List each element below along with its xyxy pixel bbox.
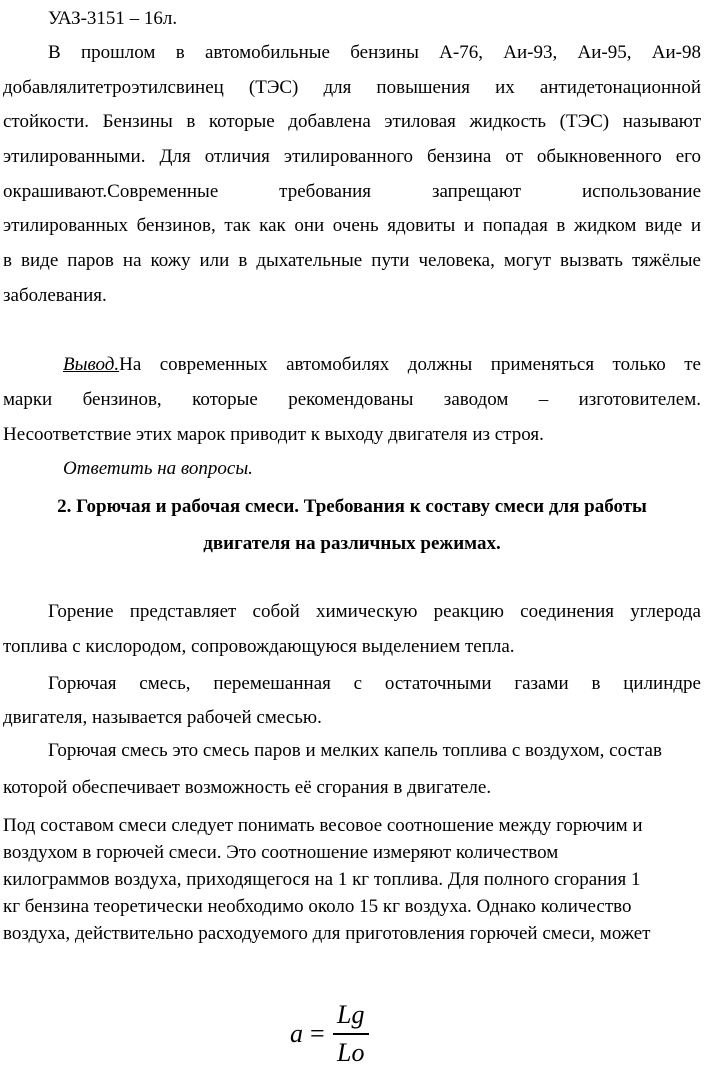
paragraph-line: этилированными. Для отличия этилированного бензина от обыкновенного его <box>3 146 701 167</box>
paragraph-line: окрашивают.Современные требования запрещают использование <box>3 181 701 202</box>
paragraph-line: Горючая смесь это смесь паров и мелких капель топлива с воздухом, состав <box>48 740 662 761</box>
paragraph-line: заболевания. <box>3 285 107 306</box>
paragraph-line: Под составом смеси следует понимать весовое соотношение между горючим и <box>3 815 643 836</box>
formula-equals: = <box>310 1019 325 1048</box>
paragraph-line: которой обеспечивает возможность её сгорания в двигателе. <box>3 777 492 798</box>
fraction-bar <box>333 1033 369 1035</box>
section-heading: 2. Горючая и рабочая смеси. Требования к составу смеси для работы <box>57 496 647 517</box>
paragraph-line: добавлялитетроэтилсвинец (ТЭС) для повышения их антидетонационной <box>3 77 701 98</box>
section-heading: двигателя на различных режимах. <box>203 533 501 554</box>
conclusion-label: Вывод. <box>63 354 120 375</box>
paragraph-line: в виде паров на кожу или в дыхательные пути человека, могут вызвать тяжёлые <box>3 250 701 271</box>
paragraph-line: Горючая смесь, перемешанная с остаточными газами в цилиндре <box>48 673 701 694</box>
paragraph-line: стойкости. Бензины в которые добавлена этиловая жидкость (ТЭС) называют <box>3 111 701 132</box>
paragraph-line: В прошлом в автомобильные бензины А-76, Аи-93, Аи-95, Аи-98 <box>48 42 701 63</box>
paragraph-line: топлива с кислородом, сопровождающуюся выделением тепла. <box>3 636 515 657</box>
paragraph-line: кг бензина теоретически необходимо около 15 кг воздуха. Однако количество <box>3 896 632 917</box>
conclusion-line: Несоответствие этих марок приводит к выходу двигателя из строя. <box>3 424 544 445</box>
paragraph-line: Горение представляет собой химическую реакцию соединения углерода <box>48 601 701 622</box>
conclusion-line: марки бензинов, которые рекомендованы заводом – изготовителем. <box>3 389 701 410</box>
paragraph-line: воздухом в горючей смеси. Это соотношение измеряют количеством <box>3 842 559 863</box>
formula-denominator: Lo <box>337 1038 365 1067</box>
conclusion-text: На современных автомобилях должны применяться только те <box>119 354 701 375</box>
paragraph-line: воздуха, действительно расходуемого для приготовления горючей смеси, может <box>3 923 651 944</box>
paragraph-line: этилированных бензинов, так как они очень ядовиты и попадая в жидком виде и <box>3 215 701 236</box>
answer-prompt: Ответить на вопросы. <box>63 458 253 479</box>
conclusion-line <box>63 354 701 376</box>
paragraph-line: килограммов воздуха, приходящегося на 1 кг топлива. Для полного сгорания 1 <box>3 869 641 890</box>
document-header: УАЗ-3151 – 16л. <box>48 8 178 29</box>
formula-lhs: a <box>290 1019 303 1048</box>
formula-numerator: Lg <box>337 1000 365 1029</box>
paragraph-line: двигателя, называется рабочей смесью. <box>3 707 322 728</box>
